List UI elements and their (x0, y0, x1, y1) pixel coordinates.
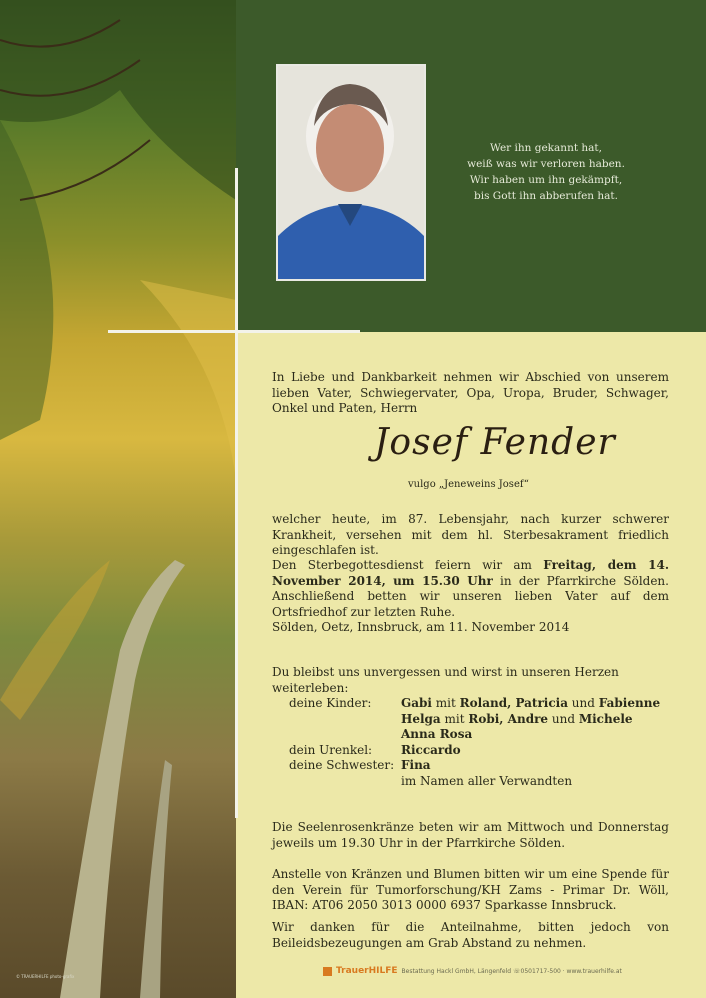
cross-vertical-bar (235, 168, 238, 818)
family-names: Fabienne (598, 696, 661, 710)
service-text (272, 558, 669, 620)
family-row-kinder-2 (289, 712, 660, 728)
schwester-label: deine Schwester: (289, 758, 395, 772)
rosary-text-block (272, 820, 669, 851)
thanks-text: Wir danken für die Anteilnahme, bitten jedoch von Beileidsbezeugungen am Grab Abstand zu nehmen. (272, 920, 669, 950)
service-text-block (272, 558, 669, 620)
connector: mit (431, 696, 460, 710)
kinder-label: deine Kinder: (289, 696, 372, 710)
family-names: Michele (578, 711, 633, 726)
deceased-name: Josef Fender (374, 422, 616, 463)
remember-text: Du bleibst uns unvergessen und wirst in unseren Herzen weiterleben: (272, 665, 619, 695)
footer (323, 966, 622, 976)
child-name: Anna Rosa (401, 727, 473, 741)
service-time: um 15.30 Uhr (393, 573, 493, 588)
intro-text: In Liebe und Dankbarkeit nehmen wir Abschied von unserem lieben Vater, Schwiegervater, Opa, Uropa, Bruder, Schwager, Onkel und Paten, Herrn (272, 370, 669, 415)
service-pre: Den Sterbegottesdienst feiern wir am (272, 558, 544, 572)
service-post: in der Pfarrkirche Sölden. Anschließend betten wir unseren lieben Vater auf dem Ortsfriedhof zur letzten Ruhe. (272, 573, 669, 619)
connector: mit (440, 711, 469, 726)
family-names: Roland, Patricia (459, 696, 568, 710)
family-row-kinder (289, 696, 660, 712)
intro-text-block (272, 370, 669, 417)
family-row-verwandte (289, 774, 660, 790)
portrait-photo (276, 64, 426, 281)
photo-credit: © TRAUERHILFE photo-grafix (16, 974, 75, 979)
urenkel-name: Riccardo (401, 742, 461, 757)
footer-text: Bestattung Hackl GmbH, Längenfeld ☏0501717-500 · www.trauerhilfe.at (401, 967, 622, 975)
donation-text-block (272, 867, 669, 914)
donation-text: Anstelle von Kränzen und Blumen bitten wir um eine Spende für den Verein für Tumorforschung/KH Zams - Primar Dr. Wöll, IBAN: AT06 2050 3013 0000 6937 Sparkasse Innsbruck. (272, 867, 669, 912)
verwandte-text: im Namen aller Verwandten (401, 773, 573, 788)
service-date: Freitag, dem 14. November 2014, (272, 558, 669, 588)
family-row-urenkel (289, 743, 660, 759)
connector: und (548, 711, 579, 726)
child-name: Gabi (401, 696, 432, 710)
urenkel-label: dein Urenkel: (289, 742, 373, 757)
family-names: Robi, Andre (468, 711, 549, 726)
family-row-kinder-3 (289, 727, 660, 743)
family-row-schwester (289, 758, 660, 774)
quote-line: Wer ihn gekannt hat, (490, 142, 602, 154)
schwester-name: Fina (401, 758, 431, 772)
quote-line: weiß was wir verloren haben. (467, 158, 625, 170)
quote-line: Wir haben um ihn gekämpft, (469, 174, 623, 186)
passing-text-block (272, 512, 669, 559)
thanks-text-block (272, 920, 669, 951)
kinder-line-1 (401, 696, 660, 712)
passing-text: welcher heute, im 87. Lebensjahr, nach kurzer schwerer Krankheit, versehen mit dem hl. Sterbesakrament friedlich eingeschlafen ist. (272, 512, 669, 557)
child-name: Helga (401, 711, 441, 726)
memorial-quote (446, 140, 646, 204)
quote-line: bis Gott ihn abberufen hat. (474, 190, 618, 202)
rosary-text: Die Seelenrosenkränze beten wir am Mittwoch und Donnerstag jeweils um 19.30 Uhr in der Pfarrkirche Sölden. (272, 820, 669, 850)
trauerhilfe-logo: TrauerHILFE (336, 966, 398, 976)
trauerhilfe-logo-icon (323, 967, 332, 976)
place-date: Sölden, Oetz, Innsbruck, am 11. November 2014 (272, 620, 570, 634)
connector: und (567, 696, 599, 710)
cross-horizontal-bar (108, 330, 360, 333)
kinder-line-2 (401, 712, 633, 728)
family-list (289, 696, 660, 789)
nickname: vulgo „Jeneweins Josef“ (408, 479, 529, 490)
forest-path-image (0, 0, 236, 998)
